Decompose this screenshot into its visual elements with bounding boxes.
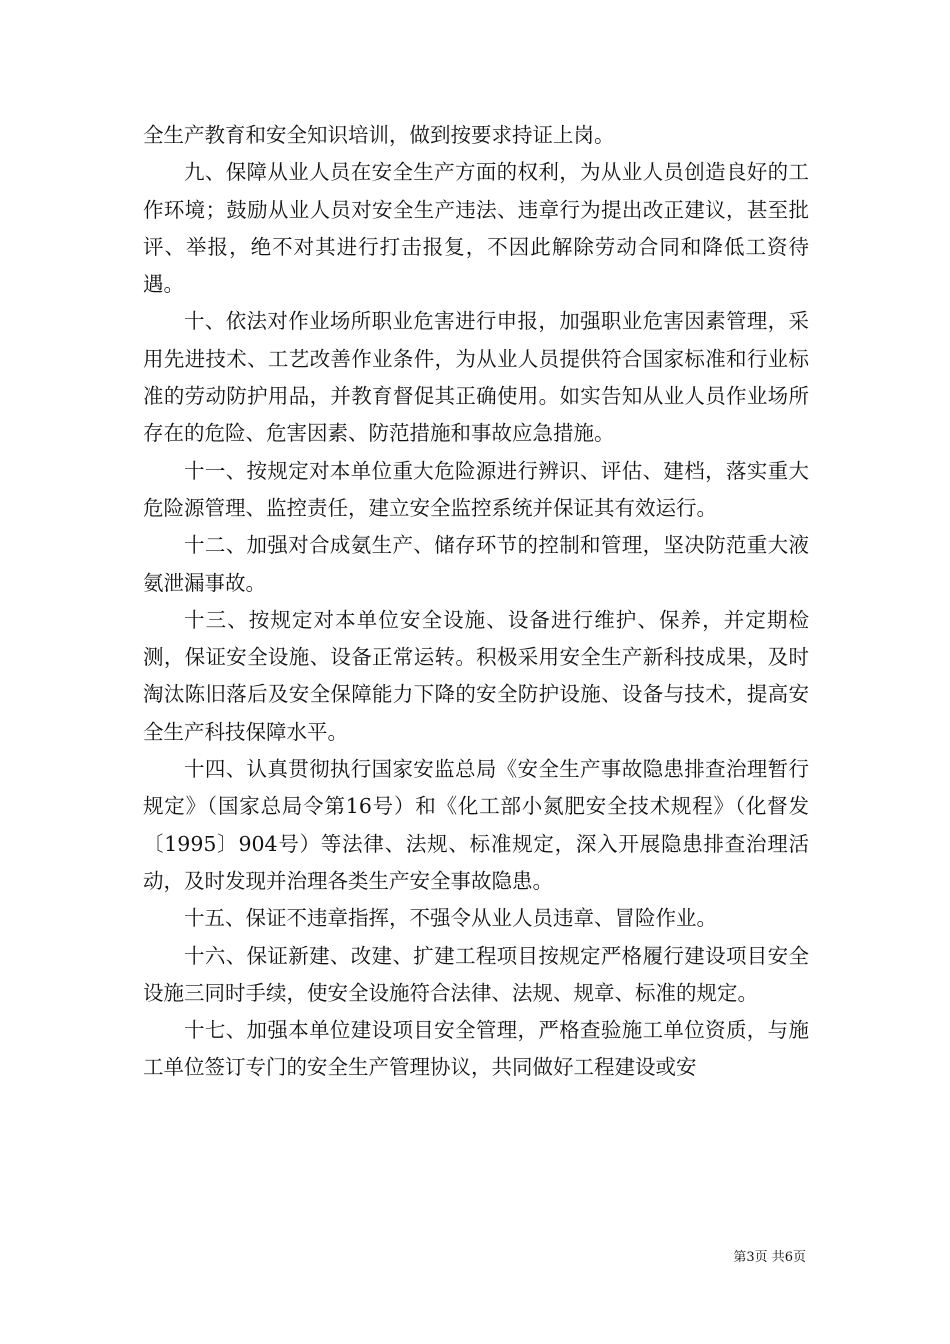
paragraph-continued: 全生产教育和安全知识培训，做到按要求持证上岗。 — [143, 123, 615, 147]
document-body — [143, 117, 809, 1087]
page-number: 第3页 共6页 — [733, 1250, 806, 1265]
paragraph-item-14: 十四、认真贯彻执行国家安监总局《安全生产事故隐患排查治理暂行规定》（国家总局令第16号）和《化工部小氮肥安全技术规程》（化督发〔1995〕904号）等法律、法规、标准规定，深入开展隐患排查治理活动，及时发现并治理各类生产安全事故隐患。 — [143, 757, 809, 893]
paragraph-item-12: 十二、加强对合成氨生产、储存环节的控制和管理，坚决防范重大液氨泄漏事故。 — [143, 533, 809, 595]
paragraph-item-17: 十七、加强本单位建设项目安全管理，严格查验施工单位资质，与施工单位签订专门的安全生产管理协议，共同做好工程建设或安 — [143, 1018, 809, 1080]
paragraph-item-16: 十六、保证新建、改建、扩建工程项目按规定严格履行建设项目安全设施三同时手续，使安全设施符合法律、法规、规章、标准的规定。 — [143, 943, 809, 1005]
paragraph-item-15: 十五、保证不违章指挥，不强令从业人员违章、冒险作业。 — [184, 906, 717, 931]
paragraph-item-10: 十、依法对作业场所职业危害进行申报，加强职业危害因素管理，采用先进技术、工艺改善作业条件，为从业人员提供符合国家标准和行业标准的劳动防护用品，并教育督促其正确使用。如实告知从业人员作业场所存在的危险、危害因素、防范措施和事故应急措施。 — [143, 309, 809, 446]
paragraph-item-9: 九、保障从业人员在安全生产方面的权利，为从业人员创造良好的工作环境；鼓励从业人员对安全生产违法、违章行为提出改正建议，甚至批评、举报，绝不对其进行打击报复，不因此解除劳动合同和降低工资待遇。 — [143, 160, 809, 297]
paragraph-item-13: 十三、按规定对本单位安全设施、设备进行维护、保养，并定期检测，保证安全设施、设备正常运转。积极采用安全生产新科技成果，及时淘汰陈旧落后及安全保障能力下降的安全防护设施、设备与技术，提高安全生产科技保障水平。 — [143, 607, 809, 744]
paragraph-item-11: 十一、按规定对本单位重大危险源进行辨识、评估、建档，落实重大危险源管理、监控责任，建立安全监控系统并保证其有效运行。 — [143, 458, 809, 520]
